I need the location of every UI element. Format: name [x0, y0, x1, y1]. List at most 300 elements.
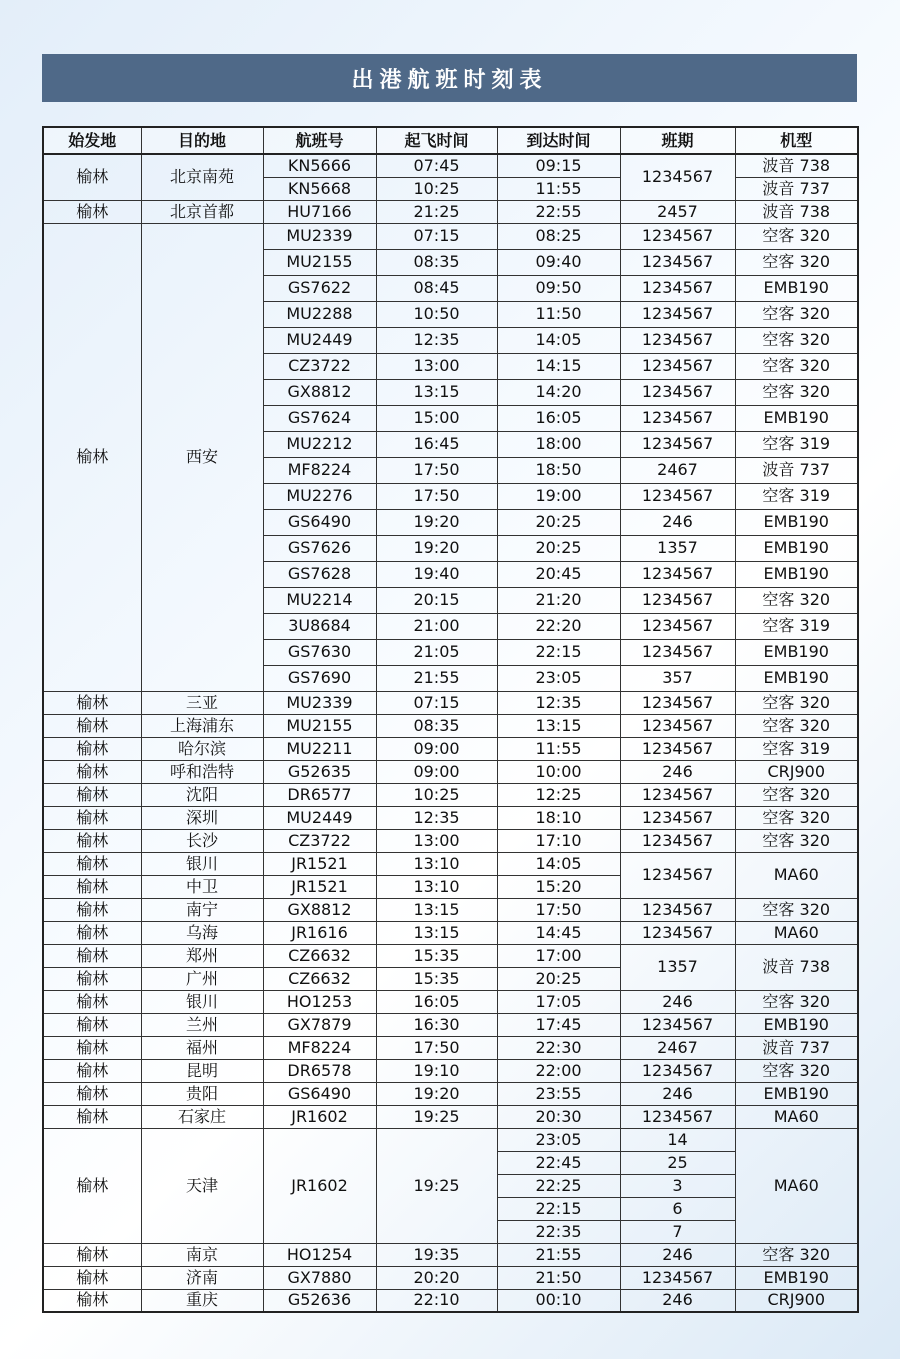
table-cell: 16:45	[376, 431, 497, 457]
table-cell: 13:00	[376, 353, 497, 379]
table-cell: 10:25	[376, 783, 497, 806]
table-cell: 1234567	[620, 1013, 735, 1036]
table-cell: 榆林	[43, 1128, 141, 1243]
table-cell: 14:45	[497, 921, 620, 944]
table-row	[43, 1059, 858, 1082]
table-cell: 23:05	[497, 1128, 620, 1151]
table-cell: MU2449	[263, 806, 376, 829]
table-cell: 2467	[620, 1036, 735, 1059]
table-cell: 20:45	[497, 561, 620, 587]
table-cell: 西安	[141, 223, 263, 691]
table-cell: 空客 320	[735, 301, 858, 327]
table-cell: 20:25	[497, 535, 620, 561]
table-cell: 榆林	[43, 200, 141, 223]
table-cell: 09:40	[497, 249, 620, 275]
table-cell: 1234567	[620, 1105, 735, 1128]
table-cell: 1234567	[620, 806, 735, 829]
table-cell: 13:15	[376, 898, 497, 921]
table-cell: 1234567	[620, 405, 735, 431]
table-cell: 空客 320	[735, 691, 858, 714]
table-cell: 1234567	[620, 921, 735, 944]
table-row	[43, 852, 858, 875]
table-cell: 济南	[141, 1266, 263, 1289]
table-cell: JR1602	[263, 1128, 376, 1243]
table-cell: 中卫	[141, 875, 263, 898]
table-cell: 空客 320	[735, 1243, 858, 1266]
table-cell: 波音 738	[735, 154, 858, 177]
table-cell: 榆林	[43, 806, 141, 829]
table-cell: 18:00	[497, 431, 620, 457]
table-cell: 13:15	[497, 714, 620, 737]
table-cell: 南宁	[141, 898, 263, 921]
table-cell: 空客 320	[735, 898, 858, 921]
table-cell: 波音 737	[735, 457, 858, 483]
table-row	[43, 829, 858, 852]
table-cell: 榆林	[43, 737, 141, 760]
table-cell: 1234567	[620, 301, 735, 327]
table-cell: 22:10	[376, 1289, 497, 1312]
table-cell: 20:15	[376, 587, 497, 613]
table-cell: 25	[620, 1151, 735, 1174]
table-cell: KN5668	[263, 177, 376, 200]
table-cell: 空客 320	[735, 714, 858, 737]
table-cell: KN5666	[263, 154, 376, 177]
table-cell: MA60	[735, 1128, 858, 1243]
table-cell: 榆林	[43, 691, 141, 714]
table-cell: 21:50	[497, 1266, 620, 1289]
table-cell: 榆林	[43, 852, 141, 875]
table-cell: 20:20	[376, 1266, 497, 1289]
table-cell: 21:25	[376, 200, 497, 223]
table-cell: 1234567	[620, 275, 735, 301]
table-cell: 空客 319	[735, 737, 858, 760]
table-cell: MU2339	[263, 691, 376, 714]
table-cell: EMB190	[735, 665, 858, 691]
table-cell: 7	[620, 1220, 735, 1243]
table-row	[43, 1082, 858, 1105]
table-cell: 3U8684	[263, 613, 376, 639]
table-cell: 2457	[620, 200, 735, 223]
table-cell: 12:35	[376, 806, 497, 829]
table-cell: 13:00	[376, 829, 497, 852]
table-cell: 11:55	[497, 737, 620, 760]
table-cell: 银川	[141, 852, 263, 875]
table-cell: 北京南苑	[141, 154, 263, 200]
table-cell: 19:20	[376, 535, 497, 561]
table-cell: 09:50	[497, 275, 620, 301]
table-cell: 广州	[141, 967, 263, 990]
table-row	[43, 1128, 858, 1151]
table-cell: 17:50	[376, 1036, 497, 1059]
table-cell: 19:35	[376, 1243, 497, 1266]
table-cell: 19:20	[376, 1082, 497, 1105]
table-cell: 18:10	[497, 806, 620, 829]
table-cell: JR1521	[263, 875, 376, 898]
table-cell: GS6490	[263, 1082, 376, 1105]
table-cell: 19:25	[376, 1105, 497, 1128]
table-cell: 12:35	[376, 327, 497, 353]
table-cell: MU2449	[263, 327, 376, 353]
table-row	[43, 691, 858, 714]
table-cell: 石家庄	[141, 1105, 263, 1128]
table-cell: MU2155	[263, 249, 376, 275]
table-cell: 1234567	[620, 353, 735, 379]
table-cell: 空客 320	[735, 1059, 858, 1082]
table-cell: 18:50	[497, 457, 620, 483]
table-cell: 16:05	[497, 405, 620, 431]
col-header-aircraft: 机型	[735, 127, 858, 154]
table-cell: 长沙	[141, 829, 263, 852]
table-cell: 3	[620, 1174, 735, 1197]
table-cell: MA60	[735, 1105, 858, 1128]
table-cell: 12:25	[497, 783, 620, 806]
table-cell: 上海浦东	[141, 714, 263, 737]
table-cell: 15:20	[497, 875, 620, 898]
table-cell: 榆林	[43, 1059, 141, 1082]
table-cell: MU2288	[263, 301, 376, 327]
table-cell: 空客 320	[735, 379, 858, 405]
table-cell: 08:45	[376, 275, 497, 301]
table-cell: EMB190	[735, 275, 858, 301]
table-cell: GS6490	[263, 509, 376, 535]
table-cell: 南京	[141, 1243, 263, 1266]
table-cell: 13:15	[376, 379, 497, 405]
table-cell: 榆林	[43, 875, 141, 898]
table-cell: 1234567	[620, 431, 735, 457]
table-cell: EMB190	[735, 561, 858, 587]
table-cell: 21:05	[376, 639, 497, 665]
table-row	[43, 783, 858, 806]
table-cell: 榆林	[43, 1266, 141, 1289]
table-cell: 22:35	[497, 1220, 620, 1243]
table-cell: 00:10	[497, 1289, 620, 1312]
table-cell: 空客 320	[735, 990, 858, 1013]
table-cell: 榆林	[43, 1036, 141, 1059]
table-cell: 空客 319	[735, 483, 858, 509]
table-cell: 榆林	[43, 223, 141, 691]
table-row	[43, 944, 858, 967]
col-header-destination: 目的地	[141, 127, 263, 154]
table-cell: JR1616	[263, 921, 376, 944]
table-row	[43, 223, 858, 249]
table-cell: 1234567	[620, 898, 735, 921]
table-cell: 1357	[620, 535, 735, 561]
table-cell: 波音 738	[735, 200, 858, 223]
table-cell: 19:10	[376, 1059, 497, 1082]
table-cell: 1234567	[620, 1266, 735, 1289]
table-cell: 246	[620, 990, 735, 1013]
page-title: 出港航班时刻表	[351, 66, 548, 93]
table-cell: 榆林	[43, 714, 141, 737]
table-cell: 246	[620, 1082, 735, 1105]
table-cell: 21:55	[376, 665, 497, 691]
table-row	[43, 990, 858, 1013]
table-cell: 23:55	[497, 1082, 620, 1105]
table-cell: 银川	[141, 990, 263, 1013]
table-cell: EMB190	[735, 1013, 858, 1036]
table-cell: 深圳	[141, 806, 263, 829]
table-cell: GX7879	[263, 1013, 376, 1036]
table-cell: 榆林	[43, 1082, 141, 1105]
table-cell: MF8224	[263, 457, 376, 483]
table-cell: 10:00	[497, 760, 620, 783]
table-cell: 13:15	[376, 921, 497, 944]
table-cell: 22:45	[497, 1151, 620, 1174]
table-cell: GS7624	[263, 405, 376, 431]
table-cell: CRJ900	[735, 760, 858, 783]
table-cell: EMB190	[735, 509, 858, 535]
table-cell: 哈尔滨	[141, 737, 263, 760]
table-cell: 19:40	[376, 561, 497, 587]
table-cell: 榆林	[43, 1105, 141, 1128]
table-cell: 22:15	[497, 639, 620, 665]
table-cell: 波音 738	[735, 944, 858, 990]
table-cell: 19:00	[497, 483, 620, 509]
table-cell: 246	[620, 1243, 735, 1266]
departure-schedule-table	[42, 126, 859, 1313]
table-cell: 246	[620, 509, 735, 535]
table-cell: 1357	[620, 944, 735, 990]
table-cell: 空客 320	[735, 806, 858, 829]
table-cell: MU2211	[263, 737, 376, 760]
table-cell: 11:55	[497, 177, 620, 200]
table-cell: 07:15	[376, 223, 497, 249]
table-cell: 07:15	[376, 691, 497, 714]
table-cell: 22:25	[497, 1174, 620, 1197]
table-cell: 16:05	[376, 990, 497, 1013]
table-row	[43, 806, 858, 829]
table-row	[43, 1013, 858, 1036]
table-cell: 21:20	[497, 587, 620, 613]
table-cell: 天津	[141, 1128, 263, 1243]
table-cell: 17:00	[497, 944, 620, 967]
table-cell: 15:00	[376, 405, 497, 431]
table-cell: HU7166	[263, 200, 376, 223]
table-row	[43, 1105, 858, 1128]
table-cell: 1234567	[620, 327, 735, 353]
table-cell: 08:35	[376, 249, 497, 275]
table-cell: 17:45	[497, 1013, 620, 1036]
table-cell: HO1253	[263, 990, 376, 1013]
schedule-body	[43, 154, 858, 1312]
table-cell: MU2276	[263, 483, 376, 509]
table-cell: 09:00	[376, 737, 497, 760]
table-cell: EMB190	[735, 535, 858, 561]
table-cell: 沈阳	[141, 783, 263, 806]
table-cell: 贵阳	[141, 1082, 263, 1105]
table-cell: 空客 320	[735, 829, 858, 852]
table-cell: CZ3722	[263, 829, 376, 852]
col-header-departure-time: 起飞时间	[376, 127, 497, 154]
table-cell: 09:00	[376, 760, 497, 783]
table-row	[43, 1289, 858, 1312]
table-cell: 榆林	[43, 898, 141, 921]
table-row	[43, 1266, 858, 1289]
table-cell: 1234567	[620, 223, 735, 249]
table-cell: 空客 320	[735, 783, 858, 806]
table-cell: 榆林	[43, 1013, 141, 1036]
table-cell: 14	[620, 1128, 735, 1151]
table-cell: DR6577	[263, 783, 376, 806]
table-cell: 北京首都	[141, 200, 263, 223]
table-cell: 15:35	[376, 944, 497, 967]
table-cell: 17:05	[497, 990, 620, 1013]
table-cell: 2467	[620, 457, 735, 483]
table-row	[43, 154, 858, 177]
table-cell: HO1254	[263, 1243, 376, 1266]
table-cell: 1234567	[620, 639, 735, 665]
table-cell: EMB190	[735, 1082, 858, 1105]
table-cell: 榆林	[43, 967, 141, 990]
table-cell: 榆林	[43, 1243, 141, 1266]
table-cell: 10:50	[376, 301, 497, 327]
table-cell: 20:25	[497, 967, 620, 990]
table-cell: 兰州	[141, 1013, 263, 1036]
table-row	[43, 921, 858, 944]
table-cell: 1234567	[620, 1059, 735, 1082]
table-cell: 08:25	[497, 223, 620, 249]
table-cell: MU2155	[263, 714, 376, 737]
table-cell: 1234567	[620, 829, 735, 852]
table-cell: 重庆	[141, 1289, 263, 1312]
table-cell: 14:05	[497, 852, 620, 875]
table-cell: MU2339	[263, 223, 376, 249]
table-cell: 09:15	[497, 154, 620, 177]
table-cell: 空客 319	[735, 613, 858, 639]
table-cell: 三亚	[141, 691, 263, 714]
table-cell: GS7626	[263, 535, 376, 561]
table-cell: 13:10	[376, 852, 497, 875]
table-cell: 17:10	[497, 829, 620, 852]
table-cell: 22:30	[497, 1036, 620, 1059]
table-cell: 空客 320	[735, 223, 858, 249]
table-cell: 246	[620, 1289, 735, 1312]
table-cell: G52635	[263, 760, 376, 783]
table-cell: 08:35	[376, 714, 497, 737]
table-cell: GX8812	[263, 898, 376, 921]
table-cell: 1234567	[620, 561, 735, 587]
table-cell: GS7630	[263, 639, 376, 665]
table-cell: 波音 737	[735, 1036, 858, 1059]
table-cell: 空客 320	[735, 327, 858, 353]
table-row	[43, 898, 858, 921]
table-cell: EMB190	[735, 405, 858, 431]
table-cell: MA60	[735, 852, 858, 898]
col-header-flight-no: 航班号	[263, 127, 376, 154]
table-cell: 21:00	[376, 613, 497, 639]
table-cell: 1234567	[620, 783, 735, 806]
table-cell: 17:50	[376, 483, 497, 509]
table-cell: 榆林	[43, 944, 141, 967]
table-cell: CZ6632	[263, 967, 376, 990]
table-cell: G52636	[263, 1289, 376, 1312]
table-cell: EMB190	[735, 639, 858, 665]
table-cell: 昆明	[141, 1059, 263, 1082]
table-row	[43, 737, 858, 760]
table-row	[43, 1036, 858, 1059]
table-cell: 1234567	[620, 483, 735, 509]
table-cell: 22:15	[497, 1197, 620, 1220]
table-cell: 21:55	[497, 1243, 620, 1266]
table-cell: 空客 319	[735, 431, 858, 457]
table-cell: MA60	[735, 921, 858, 944]
table-cell: 14:05	[497, 327, 620, 353]
table-cell: EMB190	[735, 1266, 858, 1289]
table-cell: 1234567	[620, 379, 735, 405]
table-cell: CZ3722	[263, 353, 376, 379]
table-cell: 榆林	[43, 783, 141, 806]
table-cell: 榆林	[43, 760, 141, 783]
table-cell: 1234567	[620, 852, 735, 898]
table-cell: 17:50	[497, 898, 620, 921]
table-cell: 空客 320	[735, 353, 858, 379]
table-cell: GS7690	[263, 665, 376, 691]
table-cell: MF8224	[263, 1036, 376, 1059]
table-cell: GS7628	[263, 561, 376, 587]
table-cell: 空客 320	[735, 587, 858, 613]
table-cell: GS7622	[263, 275, 376, 301]
table-cell: 郑州	[141, 944, 263, 967]
table-cell: 1234567	[620, 154, 735, 200]
table-cell: 23:05	[497, 665, 620, 691]
table-cell: MU2212	[263, 431, 376, 457]
table-cell: 空客 320	[735, 249, 858, 275]
table-cell: 11:50	[497, 301, 620, 327]
table-row	[43, 760, 858, 783]
table-cell: 1234567	[620, 613, 735, 639]
table-cell: 呼和浩特	[141, 760, 263, 783]
table-cell: 19:20	[376, 509, 497, 535]
table-cell: 20:30	[497, 1105, 620, 1128]
table-cell: GX7880	[263, 1266, 376, 1289]
table-cell: 波音 737	[735, 177, 858, 200]
table-cell: 1234567	[620, 587, 735, 613]
table-cell: 357	[620, 665, 735, 691]
col-header-schedule-days: 班期	[620, 127, 735, 154]
table-cell: MU2214	[263, 587, 376, 613]
table-cell: 1234567	[620, 249, 735, 275]
table-cell: GX8812	[263, 379, 376, 405]
table-cell: 福州	[141, 1036, 263, 1059]
table-cell: 22:20	[497, 613, 620, 639]
table-row	[43, 1243, 858, 1266]
table-cell: DR6578	[263, 1059, 376, 1082]
header-row	[43, 127, 858, 154]
col-header-arrival-time: 到达时间	[497, 127, 620, 154]
title-banner	[42, 54, 857, 102]
table-row	[43, 714, 858, 737]
table-cell: 1234567	[620, 737, 735, 760]
table-cell: 1234567	[620, 714, 735, 737]
table-cell: 22:55	[497, 200, 620, 223]
table-cell: 6	[620, 1197, 735, 1220]
table-cell: 20:25	[497, 509, 620, 535]
col-header-origin: 始发地	[43, 127, 141, 154]
table-cell: 14:20	[497, 379, 620, 405]
table-cell: 榆林	[43, 990, 141, 1013]
table-cell: 12:35	[497, 691, 620, 714]
table-cell: 榆林	[43, 921, 141, 944]
table-cell: 15:35	[376, 967, 497, 990]
table-cell: 13:10	[376, 875, 497, 898]
table-cell: 19:25	[376, 1128, 497, 1243]
table-row	[43, 200, 858, 223]
table-cell: 14:15	[497, 353, 620, 379]
table-cell: CZ6632	[263, 944, 376, 967]
table-cell: 16:30	[376, 1013, 497, 1036]
table-cell: 榆林	[43, 829, 141, 852]
table-cell: 07:45	[376, 154, 497, 177]
